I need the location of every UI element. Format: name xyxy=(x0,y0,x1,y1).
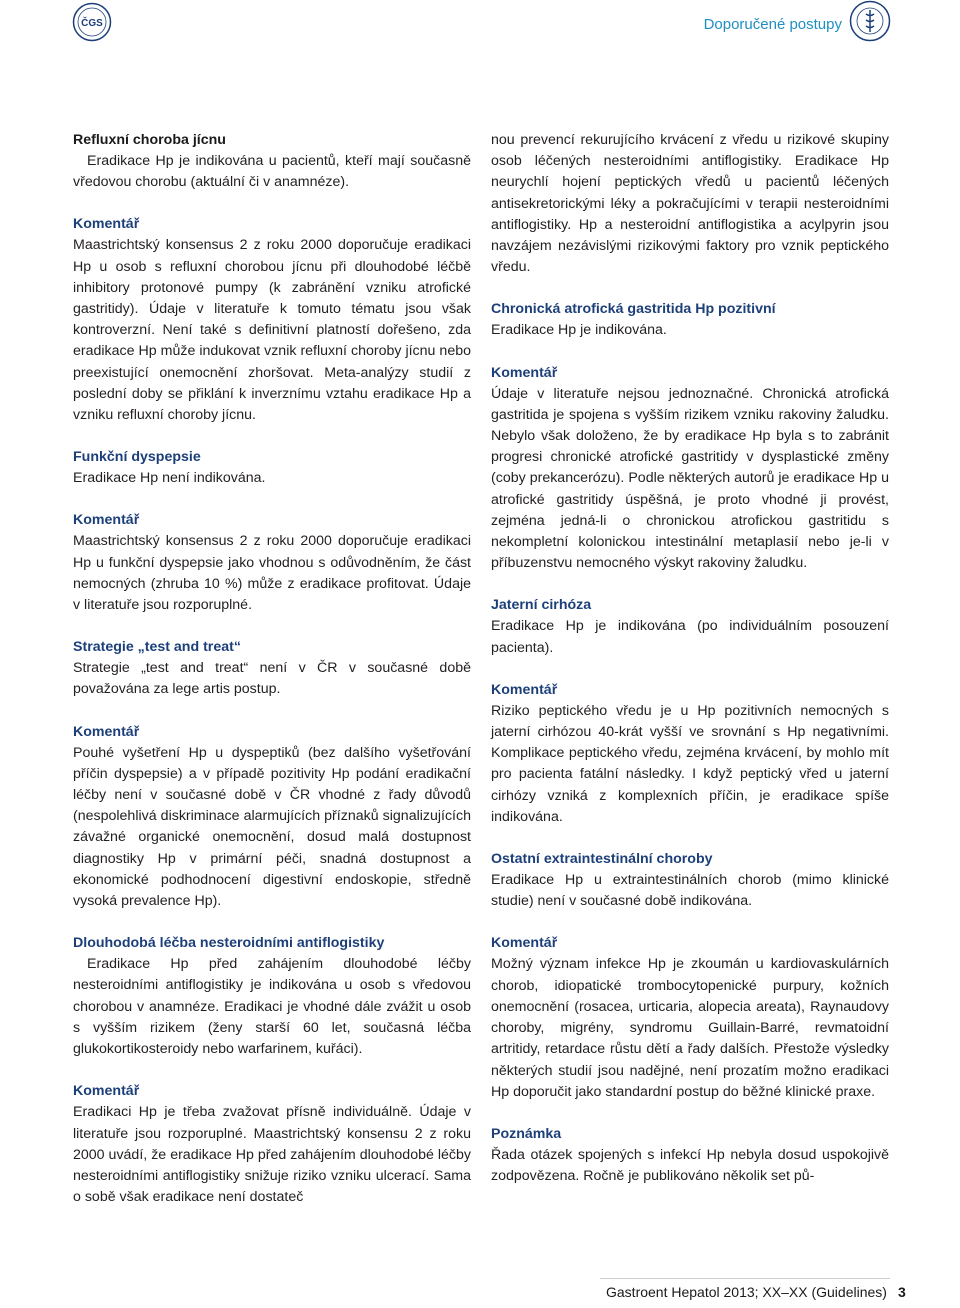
comment-text: Riziko peptického vředu je u Hp pozitivních nemocných s jaterní cirhózou 40-krát vyšší ve srovnání s Hp negativními. Komplikace peptického vředu, zejména krvácení, by mohlo mít pro pacienta fatální následky. I když peptický vřed u jaterní cirhózy vzniká z komplexních příčin, je eradikace spíše indikována. xyxy=(491,702,889,825)
comment-label: Komentář xyxy=(73,723,140,740)
section-text: Eradikace Hp není indikována. xyxy=(73,470,266,487)
section-heading: Dlouhodobá léčba nesteroidními antiflogistiky xyxy=(73,935,385,952)
comment-text: Maastrichtský konsensus 2 z roku 2000 doporučuje eradikaci Hp u funkční dyspepsie jako vhodnou s odůvodněním, že část nemocných (zhruba 10 %) může z eradikace profitovat. Údaje v literatuře jsou rozporuplné. xyxy=(73,533,471,614)
section-functional-dyspepsia xyxy=(73,447,471,616)
footer-divider xyxy=(600,1278,890,1279)
section-heading: Jaterní cirhóza xyxy=(491,597,592,614)
right-column xyxy=(491,130,889,1187)
comment-label: Komentář xyxy=(73,216,140,233)
section-text: Eradikace Hp je indikována (po individuálním posouzení pacienta). xyxy=(491,618,889,656)
comment-text: Údaje v literatuře nejsou jednoznačné. Chronická atrofická gastritida je spojena s vyšším rizikem vzniku rakoviny žaludku. Nebylo však doloženo, že by eradikace Hp byla s to zabránit progresi chronické atrofické gastritidy v dysplastické změny (coby prekancerózu). Podle některých autorů je eradikace Hp u atrofické gastritidy úspěšná, je proto vhodné ji provést, zejména jedná-li o chronickou atrofickou gastritidu s nekompletní kolonickou intestinální metaplasií nebo je-li v příbuzenstvu nemocného výskyt rakoviny žaludku. xyxy=(491,385,889,572)
section-liver-cirrhosis xyxy=(491,595,889,828)
comment-label: Komentář xyxy=(73,1083,140,1100)
cgs-logo-icon xyxy=(72,2,112,42)
comment-label: Komentář xyxy=(491,364,558,381)
section-extraintestinal xyxy=(491,849,889,1103)
comment-label: Komentář xyxy=(491,935,558,952)
comment-label: Komentář xyxy=(73,512,140,529)
comment-text: Eradikaci Hp je třeba zvažovat přísně individuálně. Údaje v literatuře jsou rozporuplné. Maastrichtský konsensu 2 z roku 2000 uvádí, že eradikace Hp před zahájením dlouhodobé léčby nesteroidními antiflogistiky snižuje riziko vzniku ulcerací. Sama o sobě však eradikace není dostateč xyxy=(73,1104,471,1206)
page-header xyxy=(0,0,960,50)
section-text: Eradikace Hp před zahájením dlouhodobé léčby nesteroidními antiflogistiky je indikována u osob s vředovou chorobou v anamnéze. Eradikaci je vhodné dále zvážit u osob s vyšším rizikem (ženy starší 60 let, současná léčba glukokortikosteroidy nebo warfarinem, kuřáci). xyxy=(73,956,471,1058)
section-heading: Refluxní choroba jícnu xyxy=(73,132,226,148)
section-heading: Strategie „test and treat“ xyxy=(73,639,241,656)
left-column xyxy=(73,130,471,1208)
section-text: Eradikace Hp je indikována u pacientů, kteří mají současně vředovou chorobu (aktuální či v anamnéze). xyxy=(73,153,471,191)
comment-text: Možný význam infekce Hp je zkoumán u kardiovaskulárních chorob, idiopatické trombocytopenické purpury, kožních onemocnění (rosacea, urticaria, alopecia areata), Raynaudovy choroby, migrény, syndromu Guillain-Barré, revmatoidní artritidy, retardace růstu dětí a řady dalších. Přestože výsledky některých studií jsou nadějné, není prozatím možno eradikaci Hp doporučit jako standardní postup do běžné klinické praxe. xyxy=(491,956,889,1100)
section-text: Řada otázek spojených s infekcí Hp nebyla dosud uspokojivě zodpovězena. Ročně je publikováno několik set pů- xyxy=(491,1146,889,1185)
section-heading: Poznámka xyxy=(491,1125,562,1142)
section-atrophic-gastritis xyxy=(491,299,889,574)
section-heading: Chronická atrofická gastritida Hp pozitivní xyxy=(491,301,776,318)
section-text: Strategie „test and treat“ není v ČR v současné době považována za lege artis postup. xyxy=(73,660,471,698)
section-heading: Ostatní extraintestinální choroby xyxy=(491,851,713,868)
section-heading: Funkční dyspepsie xyxy=(73,449,201,466)
section-note xyxy=(491,1124,889,1187)
section-test-and-treat xyxy=(73,637,471,912)
section-nsaid xyxy=(73,933,471,1208)
page-footer xyxy=(0,1276,960,1308)
comment-label: Komentář xyxy=(491,681,558,698)
section-text: Eradikace Hp u extraintestinálních chorob (mimo klinické studie) není v současné době indikována. xyxy=(491,872,889,910)
continued-text: nou prevencí rekurujícího krvácení z vředu u rizikové skupiny osob léčených nesteroidními antiflogistiky. Eradikace Hp neurychlí hojení peptických vředů u pacientů léčených antisekretorickými léky a pokračujícími v terapii nesteroidními antiflogistiky. Hp a nesteroidní antiflogistika a acylpyrin jsou navzájem nezávislými rizikovými faktory pro vznik peptického vředu. xyxy=(491,132,889,276)
page-header-title: Doporučené postupy xyxy=(703,16,842,33)
section-text: Eradikace Hp je indikována. xyxy=(491,322,667,339)
page-number: 3 xyxy=(898,1284,906,1300)
comment-text: Pouhé vyšetření Hp u dyspeptiků (bez dalšího vyšetřování příčin dyspepsie) a v případě pozitivity Hp podání eradikační léčby není v současné době v ČR vhodné z řady důvodů (nespolehlivá diskriminace alarmujících příznaků signalizujících závažné organické onemocnění, dosud malá dostupnost diagnostiky Hp v primární péči, snadná dostupnost a ekonomické podhodnocení digestivní endoskopie, středně vysoká prevalence Hp). xyxy=(73,744,471,910)
comment-text: Maastrichtský konsensus 2 z roku 2000 doporučuje eradikaci Hp u osob s refluxní chorobou jícnu při dlouhodobé léčbě inhibitory protonové pumpy (k zabránění vzniku atrofické gastritidy). Údaje v literatuře k tomuto tématu jsou však kontroverzní. Není také s definitivní platností dořešeno, zda eradikace Hp může indukovat vznik refluxní choroby jícnu nebo preexistující onemocnění zhoršovat. Meta‑analýzy studií z poslední doby se přiklání k inverznímu vztahu eradikace Hp a vzniku refluxní choroby jícnu. xyxy=(73,237,471,424)
section-reflux xyxy=(73,130,471,426)
cls-jep-logo-icon xyxy=(849,0,891,42)
footer-citation: Gastroent Hepatol 2013; XX–XX (Guidelines) xyxy=(606,1284,887,1300)
svg-text:ČGS: ČGS xyxy=(81,18,103,29)
